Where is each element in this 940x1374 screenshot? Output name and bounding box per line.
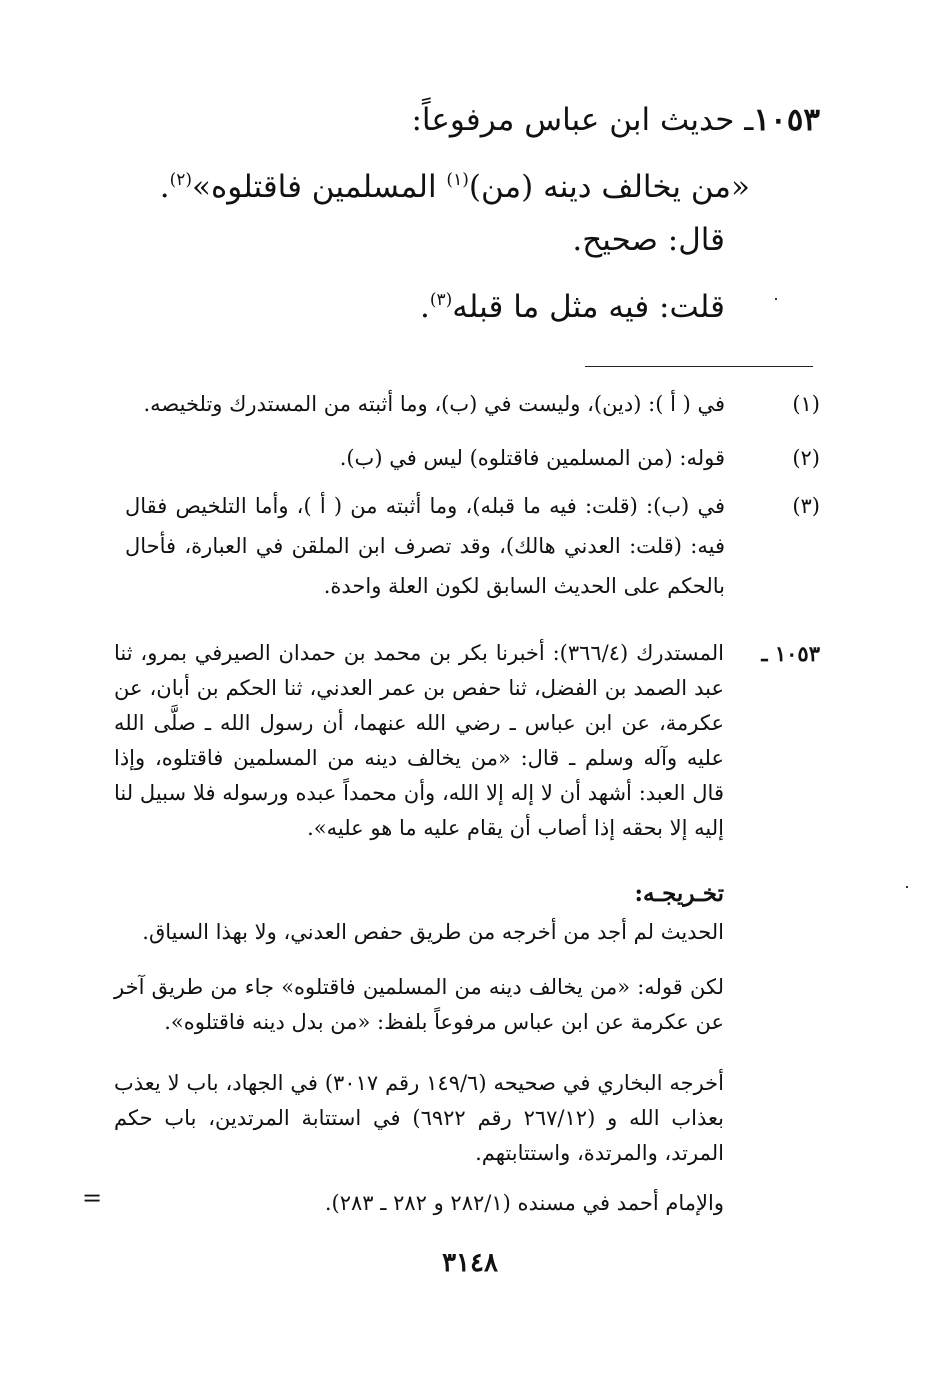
footnote-separator (585, 366, 813, 367)
entry-heading-line (411, 100, 820, 140)
footnote-text: في ( أ ): (دين)، وليست في (ب)، وما أثبته من المستدرك وتلخيصه. (143, 392, 725, 416)
footnote-text: قوله: (من المسلمين فاقتلوه) ليس في (ب). (339, 446, 725, 470)
entry-heading: ـ حديث ابن عباس مرفوعاً: (411, 102, 754, 138)
page-number: ٣١٤٨ (442, 1248, 498, 1278)
footnote-text: في (ب): (قلت: فيه ما قبله)، وما أثبته من ( أ )، وأما التلخيص فقال فيه: (قلت: العدني هالك)، وقد تصرف ابن الملقن في العبارة، فأحال بالحكم على الحديث السابق لكون العلة واحدة. (125, 494, 725, 598)
paragraph-text: والإمام أحمد في مسنده (٢٨٢/١ و ٢٨٢ ـ ٢٨٣). (324, 1191, 724, 1215)
footnote-number: (٣) (792, 494, 820, 518)
footnote-3 (120, 486, 820, 611)
qultu-text: قلت: فيه مثل ما قبله (452, 289, 725, 325)
paragraph-text: لكن قوله: «من يخالف دينه من المسلمين فاقتلوه» جاء من طريق آخر عن عكرمة عن ابن عباس مرفوعاً بلفظ: «من بدل دينه فاقتلوه». (114, 975, 724, 1034)
footnote-number: (١) (792, 392, 820, 416)
qultu-end: . (420, 289, 430, 325)
commentary-number: ١٠٥٣ ـ (761, 641, 820, 666)
entry-number: ١٠٥٣ (753, 102, 820, 138)
qultu-line (420, 280, 725, 327)
hadith-line (160, 160, 750, 207)
continuation-mark: = (82, 1184, 103, 1212)
footnote-ref-1: (١) (446, 170, 469, 190)
footnote-ref-3: (٣) (429, 290, 453, 310)
qala-line: قال: صحيح. (572, 222, 725, 258)
stray-mark (775, 298, 777, 300)
footnote-1 (120, 384, 820, 424)
isnad-text: المستدرك (٣٦٦/٤): أخبرنا بكر بن محمد بن حمدان الصيرفي بمرو، ثنا عبد الصمد بن الفضل، ثنا حفص بن عمر العدني، ثنا الحكم بن أبان، عن عكرمة، عن ابن عباس ـ رضي الله عنهما، أن رسول الله ـ صلَّى الله عليه وآله وسلم ـ قال: «من يخالف دينه من المسلمين فاقتلوه، وإذا قال العبد: أشهد أن لا إله إلا الله، وأن محمداً عبده ورسوله فلا سبيل لنا إليه إلا بحقه إذا أصاب أن يقام عليه ما هو عليه». (114, 641, 724, 840)
paragraph-text: الحديث لم أجد من أخرجه من طريق حفص العدني، ولا بهذا السياق. (142, 920, 724, 944)
footnote-2 (120, 438, 820, 478)
takhrij-heading: تخـريجـه: (634, 880, 724, 907)
footnote-ref-2: (٢) (169, 170, 193, 190)
hadith-text-2: المسلمين فاقتلوه» (192, 169, 447, 205)
hadith-text: «من يخالف دينه (من) (468, 169, 750, 205)
paragraph-text: أخرجه البخاري في صحيحه (١٤٩/٦ رقم ٣٠١٧) في الجهاد، باب لا يعذب بعذاب الله و (٢٦٧/١٢ رقم ٦٩٢٢) في استتابة المرتدين، باب حكم المرتد، والمرتدة، واستتابتهم. (114, 1071, 724, 1165)
commentary-isnad (114, 636, 820, 866)
footnote-number: (٢) (792, 446, 820, 470)
hadith-end: . (159, 169, 170, 205)
stray-mark (906, 886, 908, 888)
